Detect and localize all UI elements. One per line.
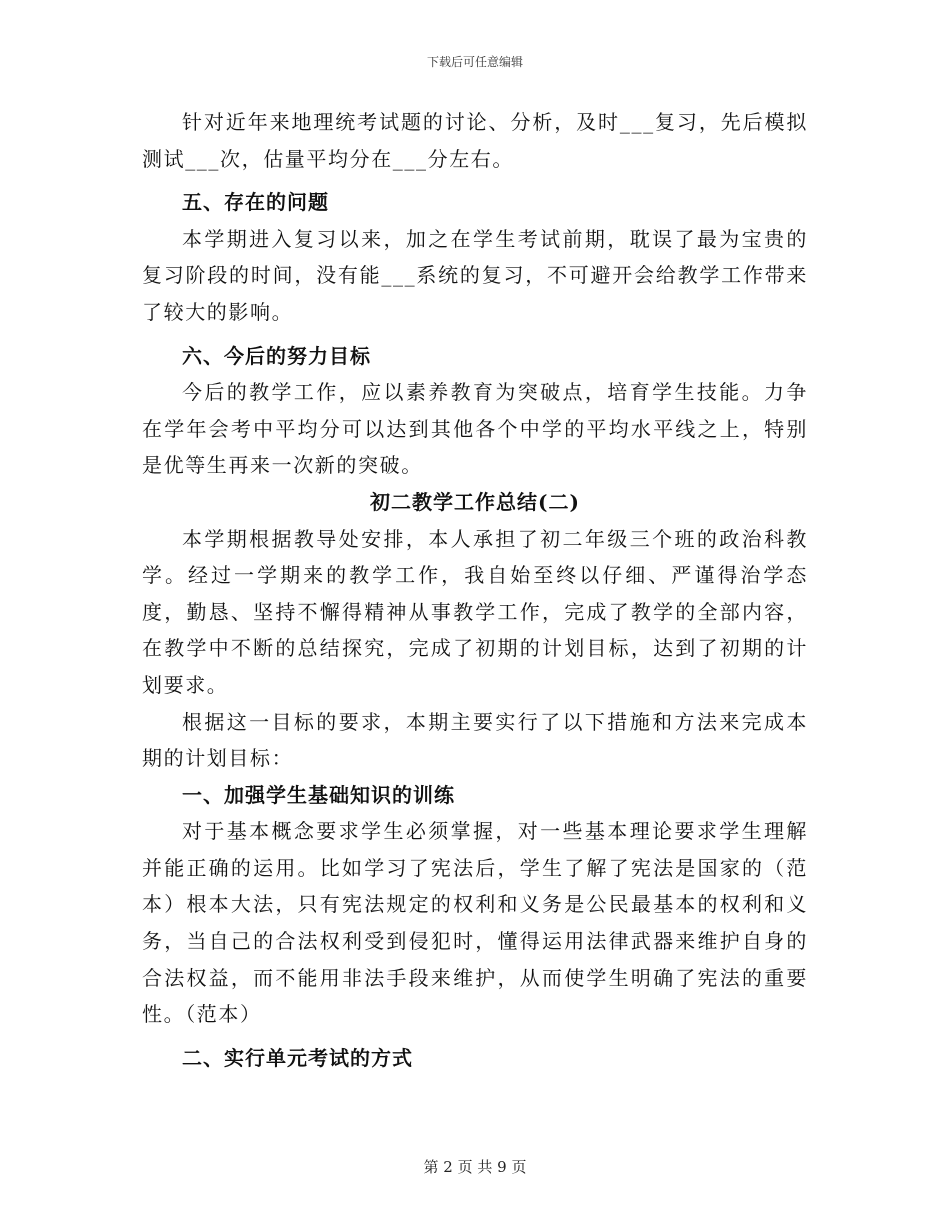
paragraph-problems: 本学期进入复习以来，加之在学生考试前期，耽误了最为宝贵的复习阶段的时间，没有能___系统的复习，不可避开会给教学工作带来了较大的影响。 — [142, 226, 808, 324]
section-heading-future-goals: 六、今后的努力目标 — [182, 343, 371, 368]
document-body — [142, 104, 808, 1076]
paragraph-exam-review: 针对近年来地理统考试题的讨论、分析，及时___复习，先后模拟测试___次，估量平均分在___分左右。 — [142, 110, 808, 171]
section-heading-problems: 五、存在的问题 — [182, 190, 329, 215]
paragraph-measures-intro: 根据这一目标的要求，本期主要实行了以下措施和方法来完成本期的计划目标： — [142, 709, 808, 771]
page-number-footer: 第 2 页 共 9 页 — [423, 1158, 527, 1176]
section-heading-unit-exams: 二、实行单元考试的方式 — [182, 1045, 413, 1070]
paragraph-semester-overview: 本学期根据教导处安排，本人承担了初二年级三个班的政治科教学。经过一学期来的教学工作，我自始至终以仔细、严谨得治学态度，勤恳、坚持不懈得精神从事教学工作，完成了教学的全部内容，在教学中不断的总结探究，完成了初期的计划目标，达到了初期的计划要求。 — [142, 526, 808, 697]
paragraph-basic-knowledge: 对于基本概念要求学生必须掌握，对一些基本理论要求学生理解并能正确的运用。比如学习了宪法后，学生了解了宪法是国家的（范本）根本大法，只有宪法规定的权利和义务是公民最基本的权利和义务，当自己的合法权利受到侵犯时，懂得运用法律武器来维护自身的合法权益，而不能用非法手段来维护，从而使学生明确了宪法的重要性。（范本） — [142, 819, 808, 1027]
section-heading-basic-knowledge: 一、加强学生基础知识的训练 — [182, 782, 455, 807]
document-title-summary-two: 初二教学工作总结(二) — [370, 489, 580, 514]
paragraph-future-goals: 今后的教学工作，应以素养教育为突破点，培育学生技能。力争在学年会考中平均分可以达到其他各个中学的平均水平线之上，特别是优等生再来一次新的突破。 — [142, 380, 808, 478]
page-header-note: 下载后可任意编辑 — [426, 55, 523, 69]
